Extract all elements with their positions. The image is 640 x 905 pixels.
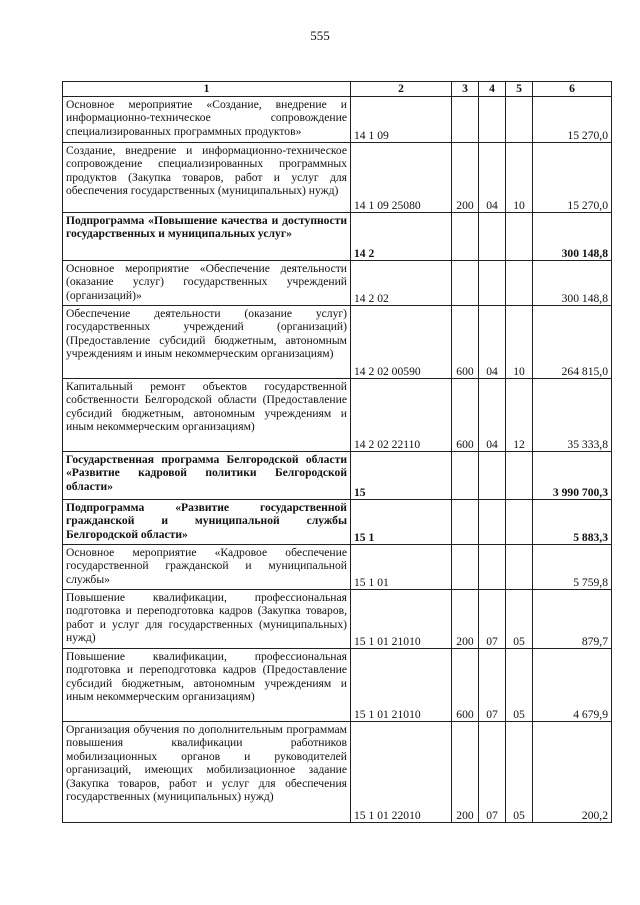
table-row (63, 97, 612, 143)
row-description: Повышение квалификации, профессиональная подготовка и переподготовка кадров (Предоставление субсидий бюджетным, автономным учреждениям и иным некоммерческим организациям) (63, 649, 351, 722)
row-code: 14 1 09 (351, 97, 452, 143)
row-code: 14 2 (351, 213, 452, 261)
table-row (63, 306, 612, 379)
row-expense-type (452, 261, 479, 306)
table-row (63, 545, 612, 590)
row-description: Подпрограмма «Развитие государственной гражданской и муниципальной службы Белгородской области» (63, 500, 351, 545)
row-description: Обеспечение деятельности (оказание услуг) государственных учреждений (организаций) (Предоставление субсидий бюджетным, автономным учреждениям и иным некоммерческим организациям) (63, 306, 351, 379)
row-description: Подпрограмма «Повышение качества и доступности государственных и муниципальных услуг» (63, 213, 351, 261)
row-code: 14 2 02 (351, 261, 452, 306)
header-cell: 6 (533, 82, 612, 97)
row-amount: 300 148,8 (533, 213, 612, 261)
row-code: 15 1 (351, 500, 452, 545)
row-section (479, 452, 506, 500)
row-subsection (506, 500, 533, 545)
row-code: 15 1 01 (351, 545, 452, 590)
row-description: Повышение квалификации, профессиональная подготовка и переподготовка кадров (Закупка товаров, работ и услуг для государственных (муниципальных) нужд) (63, 590, 351, 649)
row-amount: 200,2 (533, 722, 612, 823)
row-amount: 15 270,0 (533, 97, 612, 143)
row-expense-type (452, 500, 479, 545)
row-expense-type (452, 97, 479, 143)
row-expense-type: 600 (452, 649, 479, 722)
row-description: Организация обучения по дополнительным программам повышения квалификации работников мобилизационных органов и руководителей организаций, имеющих мобилизационное задание (Закупка товаров, работ и услуг для обеспечения государственных (муниципальных) нужд) (63, 722, 351, 823)
row-description: Создание, внедрение и информационно-техническое сопровождение специализированных программных продуктов (Закупка товаров, работ и услуг для обеспечения государственных (муниципальных) нужд) (63, 143, 351, 213)
row-subsection (506, 545, 533, 590)
row-subsection (506, 97, 533, 143)
row-subsection: 10 (506, 306, 533, 379)
header-cell: 2 (351, 82, 452, 97)
table-row (63, 452, 612, 500)
table-row (63, 261, 612, 306)
row-description: Основное мероприятие «Создание, внедрение и информационно-техническое сопровождение специализированных программных продуктов» (63, 97, 351, 143)
header-cell: 5 (506, 82, 533, 97)
row-expense-type: 200 (452, 143, 479, 213)
row-code: 14 1 09 25080 (351, 143, 452, 213)
row-subsection: 05 (506, 722, 533, 823)
table-row (63, 649, 612, 722)
table-header-row (63, 82, 612, 97)
row-amount: 15 270,0 (533, 143, 612, 213)
row-subsection: 10 (506, 143, 533, 213)
row-section (479, 545, 506, 590)
row-code: 15 1 01 21010 (351, 649, 452, 722)
row-section (479, 500, 506, 545)
row-description: Основное мероприятие «Обеспечение деятельности (оказание услуг) государственных учреждений (организаций)» (63, 261, 351, 306)
row-description: Капитальный ремонт объектов государственной собственности Белгородской области (Предоставление субсидий бюджетным, автономным учреждениям и иным некоммерческим организациям) (63, 379, 351, 452)
header-cell: 3 (452, 82, 479, 97)
row-section: 07 (479, 722, 506, 823)
page-number: 555 (310, 28, 330, 43)
row-description: Основное мероприятие «Кадровое обеспечение государственной гражданской и муниципальной службы» (63, 545, 351, 590)
table-row (63, 143, 612, 213)
header-cell: 1 (63, 82, 351, 97)
row-amount: 879,7 (533, 590, 612, 649)
row-section: 04 (479, 379, 506, 452)
row-section: 04 (479, 306, 506, 379)
row-section: 04 (479, 143, 506, 213)
row-section: 07 (479, 590, 506, 649)
row-section (479, 213, 506, 261)
table-row (63, 379, 612, 452)
row-amount: 264 815,0 (533, 306, 612, 379)
row-amount: 3 990 700,3 (533, 452, 612, 500)
row-code: 15 1 01 22010 (351, 722, 452, 823)
row-expense-type: 600 (452, 306, 479, 379)
row-code: 14 2 02 00590 (351, 306, 452, 379)
table-row (63, 590, 612, 649)
row-code: 15 (351, 452, 452, 500)
budget-table (62, 81, 612, 823)
row-code: 14 2 02 22110 (351, 379, 452, 452)
row-subsection: 05 (506, 590, 533, 649)
row-expense-type: 200 (452, 722, 479, 823)
row-subsection (506, 452, 533, 500)
row-expense-type (452, 545, 479, 590)
row-amount: 4 679,9 (533, 649, 612, 722)
row-section: 07 (479, 649, 506, 722)
row-code: 15 1 01 21010 (351, 590, 452, 649)
row-amount: 35 333,8 (533, 379, 612, 452)
row-expense-type (452, 213, 479, 261)
header-cell: 4 (479, 82, 506, 97)
row-section (479, 261, 506, 306)
table-row (63, 213, 612, 261)
row-amount: 5 883,3 (533, 500, 612, 545)
table-row (63, 500, 612, 545)
row-subsection: 12 (506, 379, 533, 452)
table-row (63, 722, 612, 823)
row-subsection (506, 261, 533, 306)
row-expense-type: 200 (452, 590, 479, 649)
row-subsection (506, 213, 533, 261)
row-expense-type: 600 (452, 379, 479, 452)
row-expense-type (452, 452, 479, 500)
row-description: Государственная программа Белгородской области «Развитие кадровой политики Белгородской области» (63, 452, 351, 500)
row-amount: 300 148,8 (533, 261, 612, 306)
row-section (479, 97, 506, 143)
row-subsection: 05 (506, 649, 533, 722)
row-amount: 5 759,8 (533, 545, 612, 590)
